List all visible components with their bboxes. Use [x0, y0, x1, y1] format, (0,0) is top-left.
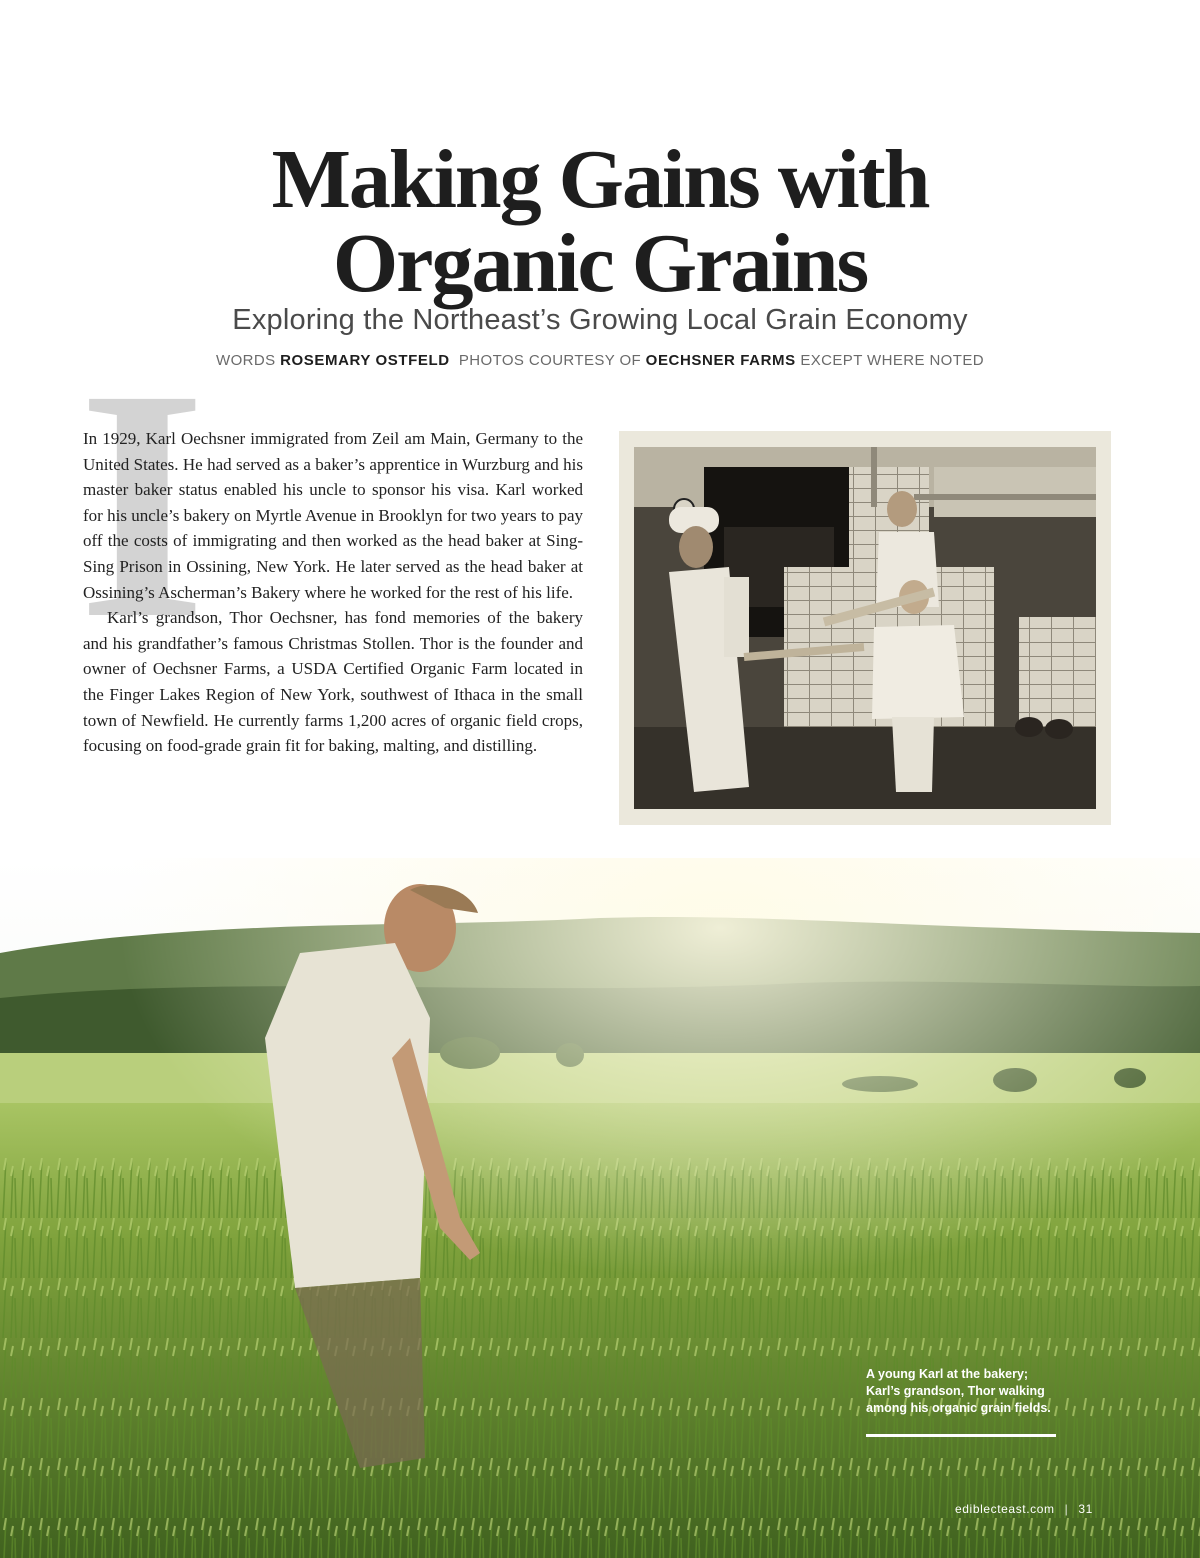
byline-photos-label: PHOTOS COURTESY OF	[458, 352, 642, 369]
page-number: 31	[1078, 1502, 1093, 1516]
bakery-photo	[634, 447, 1096, 809]
wheat-field-illustration	[0, 858, 1200, 1558]
bakery-photo-frame	[619, 431, 1111, 825]
folio-site[interactable]: ediblecteast.com	[955, 1502, 1055, 1516]
page-folio	[955, 1502, 1093, 1516]
caption-line-2: Karl’s grandson, Thor walking	[866, 1384, 1045, 1398]
caption-rule	[866, 1434, 1056, 1437]
article-title	[0, 133, 1200, 310]
article-title-line-2: Organic Grains	[332, 217, 868, 310]
drop-cap: I	[78, 322, 207, 687]
caption-line-3: among his organic grain fields.	[866, 1401, 1051, 1415]
wheat-field-photo	[0, 858, 1200, 1558]
article-body	[83, 426, 583, 759]
byline-words-label: WORDS	[216, 352, 276, 369]
bakery-photo-illustration	[634, 447, 1096, 809]
folio-separator: |	[1064, 1502, 1069, 1516]
byline-photo-source: OECHSNER FARMS	[645, 352, 796, 369]
body-paragraph-2: Karl’s grandson, Thor Oechsner, has fond memories of the bakery and his grandfather’s famous Christmas Stollen. Thor is the founder and owner of Oechsner Farms, a USDA Certified Organic Farm located in the Finger Lakes Region of New York, southwest of Ithaca in the small town of Newfield. He currently farms 1,200 acres of organic field crops, focusing on food-grade grain fit for baking, malting, and distilling.	[83, 608, 583, 756]
body-paragraph-1: In 1929, Karl Oechsner immigrated from Zeil am Main, Germany to the United States. He had served as a baker’s apprentice in Wurzburg and his master baker status enabled his uncle to sponsor his visa. Karl worked for his uncle’s bakery on Myrtle Avenue in Brooklyn for two years to pay off the costs of immigrating and then worked as the head baker at Sing-Sing Prison in Ossining, New York. He later served as the head baker at Ossining’s Ascherman’s Bakery where he worked for the rest of his life.	[83, 429, 583, 602]
byline-photos-suffix: EXCEPT WHERE NOTED	[800, 352, 984, 369]
byline-author: ROSEMARY OSTFELD	[280, 352, 450, 369]
photo-caption	[866, 1366, 1066, 1417]
caption-line-1: A young Karl at the bakery;	[866, 1367, 1029, 1381]
article-subtitle: Exploring the Northeast’s Growing Local Grain Economy	[232, 304, 968, 336]
article-title-line-1: Making Gains with	[271, 133, 929, 226]
